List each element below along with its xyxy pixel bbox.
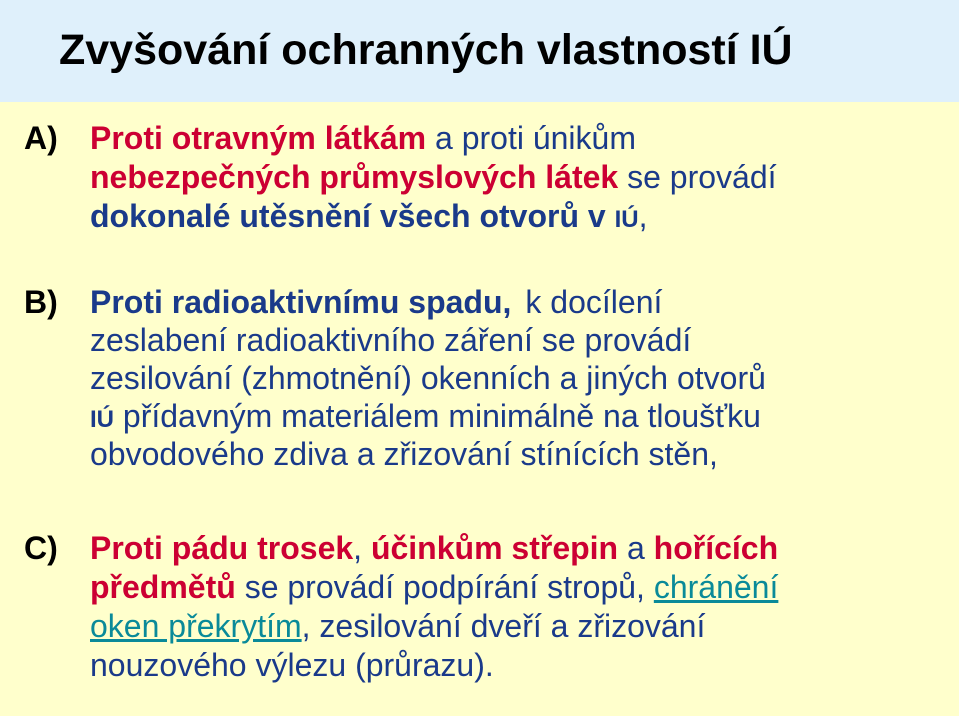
item-a-iu: IÚ [614,206,639,233]
item-a-line-1 [90,119,636,158]
item-a-marker: A) [24,120,58,156]
item-c-highlight-objects: předmětů [90,569,236,605]
item-c-text-4: nouzového výlezu (průrazu). [90,647,494,683]
item-b-line-3 [90,359,766,398]
item-c-text-2: se provádí podpírání stropů, [235,569,654,605]
page-title: Zvyšování ochranných vlastností IÚ [59,26,793,74]
item-c-text-3: , zesilování dveří a zřizování [301,608,706,644]
item-b-iu: IÚ [90,406,114,433]
item-b-text-3: zesilování (zhmotnění) okenních a jiných otvorů [90,360,766,396]
item-a-line-2 [90,158,777,197]
item-b-heading: Proti radioaktivnímu spadu, [90,284,512,320]
item-c-sep-1: , [353,530,371,566]
item-c-link-window-cover[interactable]: oken překrytím [90,608,302,644]
item-b-line-5 [90,435,718,474]
title-band [0,0,959,102]
item-b-text-4: přídavným materiálem minimálně na tloušťku [114,398,761,434]
item-b-text-5: obvodového zdiva a zřizování stínících stěn, [90,436,718,472]
item-b-text-1: k docílení [525,284,663,320]
item-c-link-protection[interactable]: chránění [653,569,779,605]
item-c-line-4 [90,646,494,685]
item-a-highlight-toxic: Proti otravným látkám [90,120,427,156]
item-c-line-3 [90,607,705,646]
item-b-line-1 [90,283,662,322]
item-c-highlight-debris: Proti pádu trosek [90,530,354,566]
item-a-sealing-text: dokonalé utěsnění všech otvorů v [90,198,615,234]
item-b-line-4 [90,397,761,439]
item-a-comma: , [638,198,648,234]
item-a-line-3 [90,197,647,239]
item-c-line-1 [90,529,778,568]
item-c-highlight-shrapnel: účinkům střepin [370,530,619,566]
item-b-line-2 [90,321,691,360]
item-c-line-2 [90,568,778,607]
item-b-text-2: zeslabení radioaktivního záření se provádí [90,322,692,358]
item-a-text-1: a proti únikům [426,120,636,156]
item-c-highlight-burning: hořících [653,530,779,566]
item-c-sep-2: a [618,530,654,566]
item-c-marker: C) [24,530,58,566]
item-a-text-2: se provádí [618,159,777,195]
item-b-marker: B) [24,284,58,320]
item-a-highlight-industrial: nebezpečných průmyslových látek [90,159,619,195]
